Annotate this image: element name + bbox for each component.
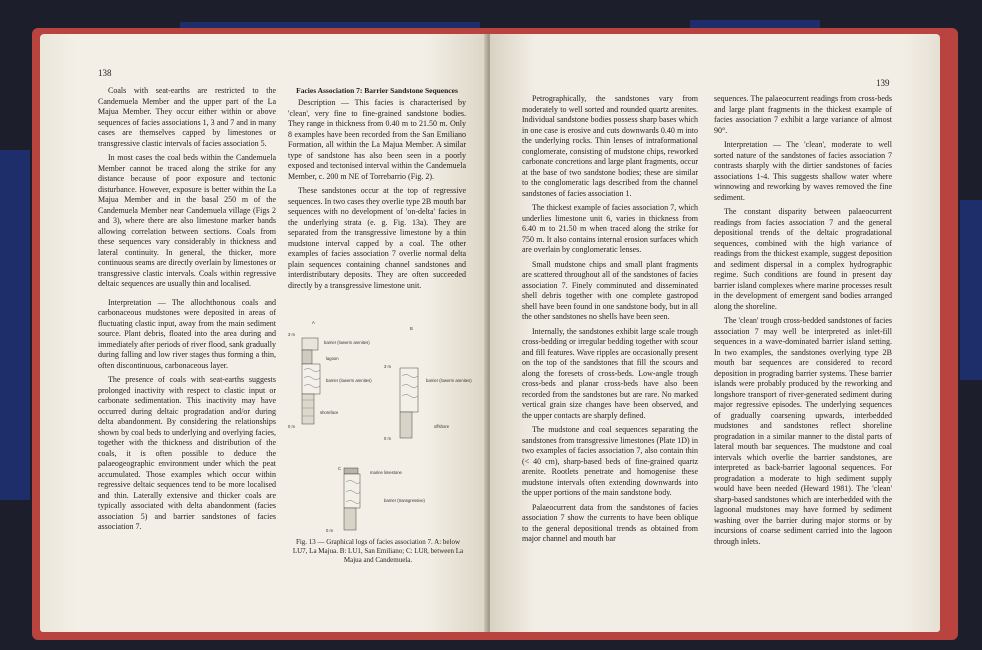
background-pattern-left — [0, 150, 30, 500]
right-page-column-2 — [714, 94, 892, 551]
left-page-column-2 — [288, 86, 466, 295]
facies-label: marine limestone — [370, 470, 402, 475]
graphical-logs-diagram — [286, 316, 476, 538]
scale-label: 0 m — [384, 436, 391, 441]
paragraph: The constant disparity between palaeocurrent readings from facies association 7 and the general depositional trends of the deltaic progradational sequences, combined with the high variance of readings from the thickest example, suggest deposition and sediment dispersal in a complex hydrographic regime. Such conditions are found in present day barrier island complexes where marine processes result in the development of emergent sand bodies arranged along the shoreline. — [714, 207, 892, 311]
paragraph: Interpretation — The allochthonous coals and carbonaceous mudstones were deposited in areas of fluctuating clastic input, away from the main sediment source. Plant debris, floated into the area during and immediately after periods of river flood, sank gradually during falling and low river stages thus forming a thin, often discontinuous, carbonaceous layer. — [98, 297, 276, 370]
page-number-right: 139 — [876, 78, 890, 88]
scale-label: 0 m — [288, 424, 295, 429]
scale-label: 3 m — [384, 364, 391, 369]
page-number-left: 138 — [98, 68, 112, 78]
facies-label: shoreface — [320, 410, 339, 415]
right-page — [490, 34, 940, 632]
paragraph: These sandstones occur at the top of regressive sequences. In two cases they overlie type 2B mouth bar sequences with no development of 'on-delta' facies in the underlying strata (e. g. Fig. 13a). They are separated from the transgressive limestone by a thin mudstone interval capped by a coal. The other examples of facies association 7 overlie normal delta plain sequences containing channel sandstones and interdistributary deposits. They are often succeeded directly by a transgressive limestone unit. — [288, 186, 466, 290]
facies-label: barrier (transgressive) — [384, 498, 425, 503]
scale-label: 0 m — [326, 528, 333, 533]
facies-label: barrier (lowerm arenites) — [426, 378, 472, 383]
section-heading: Facies Association 7: Barrier Sandstone Sequences — [296, 86, 458, 95]
log-label-c: C — [338, 466, 342, 471]
log-label-b: B — [410, 326, 413, 331]
figure-13 — [286, 316, 476, 538]
log-label-a: A — [312, 320, 315, 325]
left-page-column-1 — [98, 86, 276, 537]
facies-label: barrier (lowerm arenites) — [326, 378, 372, 383]
paragraph: Internally, the sandstones exhibit large scale trough cross-bedding or irregular bedding together with scour and fill features. Wave ripples are occasionally present on the top of the sandstones that fill the scours and along the foresets of cross-beds. Low-angle trough cross-beds and planar cross-beds have also been recorded from the sandstones but are rare. No marked vertical grain size changes have been observed, and the upper contacts are sharply defined. — [522, 326, 698, 420]
paragraph: The thickest example of facies association 7, which underlies limestone unit 6, varies in thickness from 6.40 m to 21.50 m when traced along the strike for 750 m. It also contains internal erosion surfaces which are overlain by conglomeratic lenses. — [522, 203, 698, 254]
paragraph: The presence of coals with seat-earths suggests prolonged inactivity with respect to clastic input or carbonate sedimentation. This inactivity may have occurred during deltaic progradation and/or during delta abandonment. By considering the relationships shown by coal beds to underlying and overlying facies, together with the thickness and distribution of the coals, it is often possible to deduce the palaeogeographic environment under which the peat accumulated. Those examples which occur within regressive deltaic sequences tend to be more localised and thin. Laterally extensive and thicker coals are typically associated with delta abandonment (facies association 5) and barrier sandstones of facies association 7. — [98, 375, 276, 531]
figure-caption: Fig. 13 — Graphical logs of facies association 7. A: below LU7, La Majua. B: LU1, San Emiliano; C: LU8, between La Majua and Candemuela. — [292, 538, 464, 564]
paragraph: Petrographically, the sandstones vary from moderately to well sorted and rounded quartz arenites. Individual sandstone bodies possess sharp bases which in one case is erosive and cuts downwards 0.40 m into the underlying rocks. Thin lenses of intraformational conglomerate, consisting of mudstone chips, reworked carbonate concretions and large plant fragments, occur at the base of two sandstone bodies; these are similar to the conglomeratic lags described from the channel sandstones of facies association 1. — [522, 94, 698, 198]
paragraph: The 'clean' trough cross-bedded sandstones of facies association 7 may well be interpreted as inlet-fill sequences in a wave-dominated barrier island setting. In two examples, the sandstones overlying type 2B mouth bar sequences are considered to record deposition in prograding barrier systems. These barrier islands were probably produced by the reworking and longshore transport of river-generated sediment during major regressive episodes. The underlying sequences of gradually coarsening upwards, interbedded mudstones and sandstones reflect shoreline progradation in a similar manner to the distal parts of lateral mouth bar sequences. The mudstone and coal intervals which overlie the barrier sandstones, are interpreted as back-barrier lagoonal sequences. For progradation a moderate to high sediment supply would have been needed (Heward 1981). The 'clean' sharp-based sandstones which are interbedded with the lagoonal mudstones may have formed by sediment washing over the barrier during major storms or by incursions of coarse sediment carried into the lagoon through inlets. — [714, 316, 892, 546]
background-pattern-right — [960, 200, 982, 380]
facies-label: barrier (lowerm arenites) — [324, 340, 370, 345]
right-page-column-1 — [522, 94, 698, 549]
paragraph: Description — This facies is characterised by 'clean', very fine to fine-grained sandstone bodies. They range in thickness from 0.40 m to 21.50 m. Only 8 examples have been recorded from the San Emiliano Formation, all within the La Majua Member. A similar type of sandstone has also been seen in a poorly exposed and tectonised interval within the Candemuela Member, c. 200 m NE of Torrebarrio (Fig. 2). — [288, 98, 466, 181]
facies-label: lagoon — [326, 356, 339, 361]
paragraph: Interpretation — The 'clean', moderate to well sorted nature of the sandstones of facies association 7 contrasts sharply with the dirtier sandstones of facies associations 1-4. This suggests shallow water where winnowing and reworking by waves removed the fine sediment. — [714, 140, 892, 202]
paragraph: The mudstone and coal sequences separating the sandstones from transgressive limestones (Plate 1D) in two examples of facies association 7, also contain thin (< 40 cm), sharp-based beds of fine-grained quartz arenite. Rootlets penetrate and homogenise these mudstone intervals often extending downwards into the upper portions of the main sandstone body. — [522, 425, 698, 497]
paragraph: sequences. The palaeocurrent readings from cross-beds and large plant fragments in the thickest example of facies association 7 exhibit a large variance of almost 90°. — [714, 94, 892, 135]
paragraph: Coals with seat-earths are restricted to the Candemuela Member and the upper part of the La Majua Member. They occur either within or above sequences of facies associations 1, 3 and 7 and in many cases are themselves capped by limestones or transgressive clastic intervals of facies association 5. — [98, 86, 276, 148]
scale-label: 3 m — [288, 332, 295, 337]
left-page — [40, 34, 488, 632]
paragraph: Small mudstone chips and small plant fragments are scattered throughout all of the sandstones of facies association 7. Finely comminuted and disseminated shell debris together with one complete gastropod shell have been found in one sandstone body, but in all the other sandstones no shells have been seen. — [522, 259, 698, 321]
paragraph: Palaeocurrent data from the sandstones of facies association 7 show the currents to have been oblique to the general depositional trends as obtained from major channel and mouth bar — [522, 502, 698, 543]
facies-label: offshore — [434, 424, 450, 429]
paragraph: In most cases the coal beds within the Candemuela Member cannot be traced along the strike for any distance because of poor exposure and tectonic disturbance. However, exposure is better within the La Majua Member and in the basal 250 m of the Candemuela Member near Candemuela village (Figs 2 and 3), where there are also limestone marker bands allowing correlation between sections. Coals from these sequences vary considerably in thickness and lateral continuity. In general, the thicker, more continuous seams are directly overlain by limestones or transgressive clastic intervals. Coals within regressive deltaic sequences are usually thin and localised. — [98, 153, 276, 288]
